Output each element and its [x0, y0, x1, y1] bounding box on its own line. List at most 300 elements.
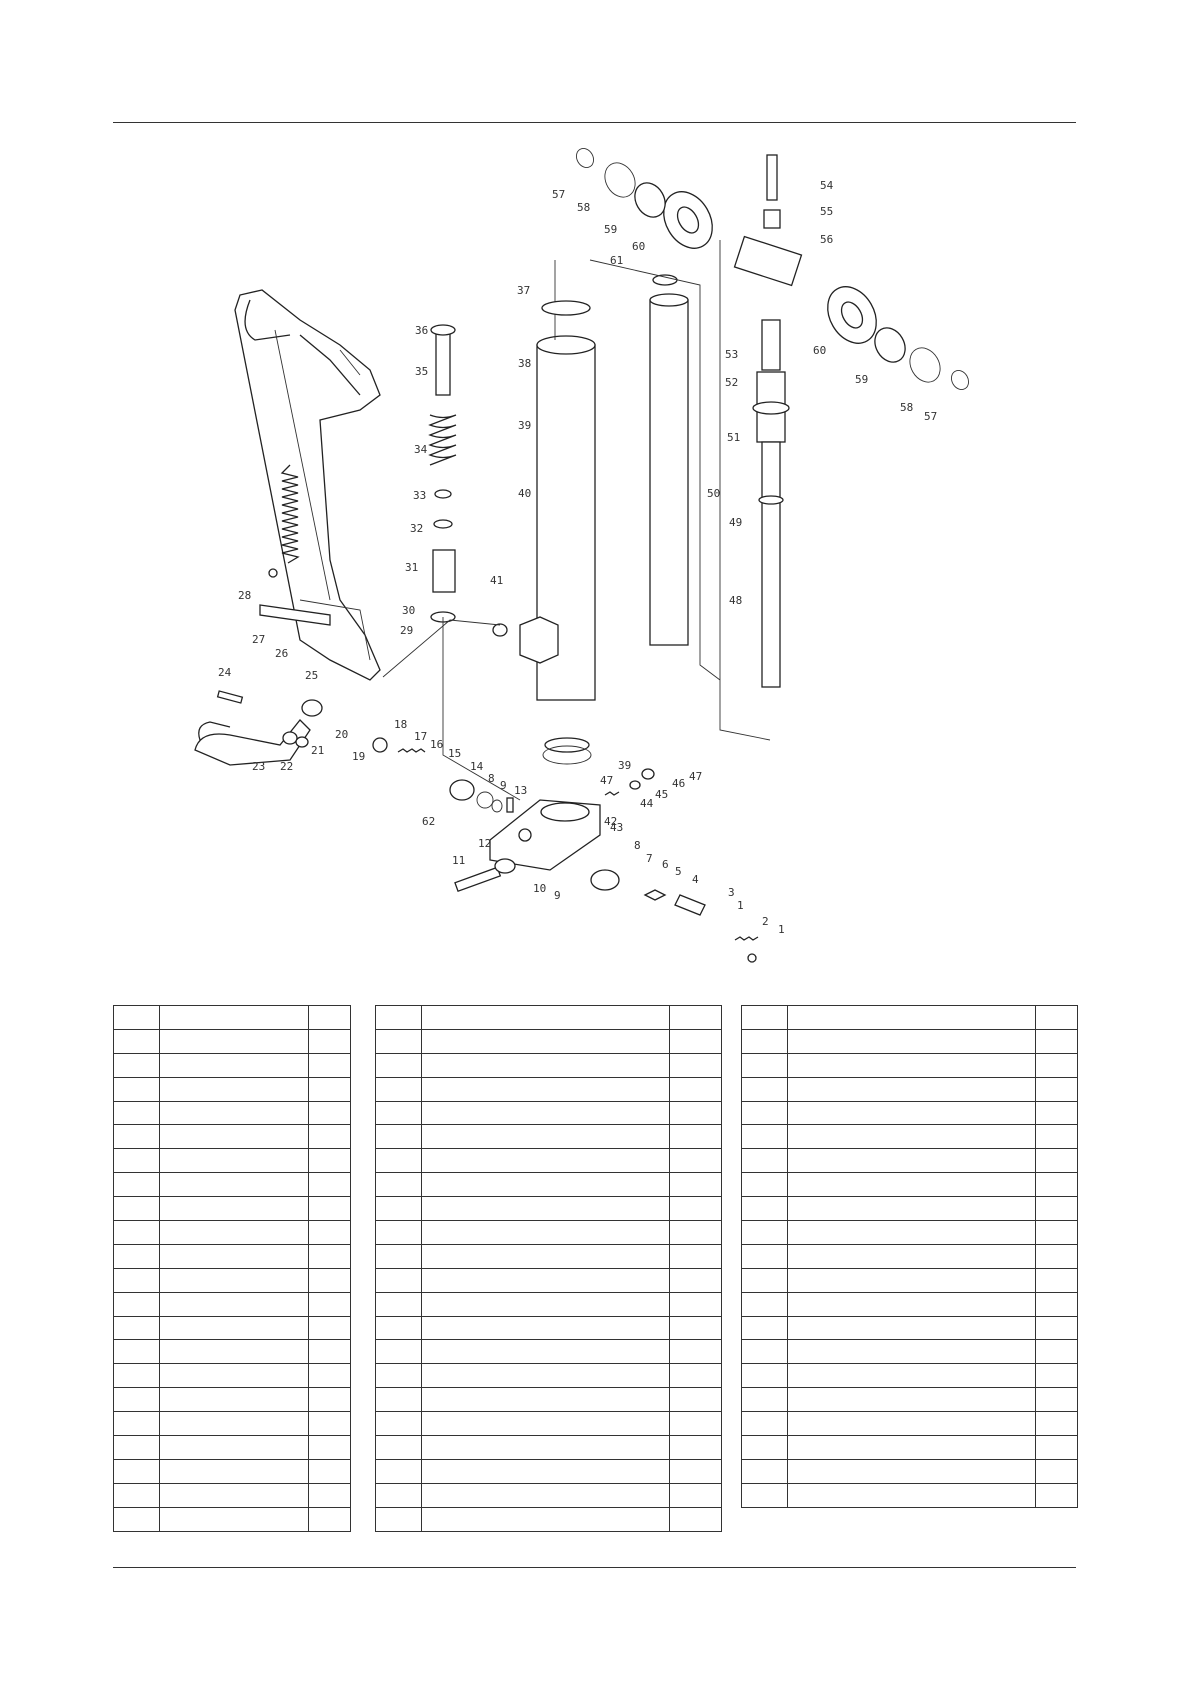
parts-table-1	[113, 1005, 351, 1532]
label-18: 18	[394, 718, 408, 731]
parts-table-3	[741, 1005, 1078, 1508]
qty-cell	[309, 1292, 351, 1316]
part-no-cell	[742, 1149, 788, 1173]
label-46: 46	[672, 777, 686, 790]
table-row	[742, 1483, 1078, 1507]
part-no-cell	[114, 1197, 160, 1221]
part-no-cell	[114, 1029, 160, 1053]
table-row	[114, 1483, 351, 1507]
table-row	[376, 1173, 722, 1197]
table-row	[114, 1459, 351, 1483]
qty-cell	[670, 1244, 722, 1268]
label-9a: 9	[500, 779, 507, 792]
part-no-cell	[376, 1149, 422, 1173]
label-35: 35	[415, 365, 429, 378]
label-23: 23	[252, 760, 266, 773]
part-no-cell	[742, 1483, 788, 1507]
table-row	[114, 1173, 351, 1197]
label-25: 25	[305, 669, 319, 682]
label-29: 29	[400, 624, 414, 637]
table-row	[376, 1412, 722, 1436]
qty-cell	[1036, 1483, 1078, 1507]
label-53: 53	[725, 348, 739, 361]
description-cell	[422, 1244, 670, 1268]
description-cell	[788, 1149, 1036, 1173]
qty-cell	[1036, 1173, 1078, 1197]
label-60b: 60	[813, 344, 827, 357]
part-no-cell	[376, 1292, 422, 1316]
part-no-cell	[742, 1316, 788, 1340]
qty-cell	[670, 1364, 722, 1388]
table-row	[742, 1149, 1078, 1173]
qty-cell	[670, 1029, 722, 1053]
table-row	[742, 1340, 1078, 1364]
description-cell	[422, 1316, 670, 1340]
table-row	[114, 1292, 351, 1316]
part-no-cell	[114, 1364, 160, 1388]
qty-cell	[670, 1388, 722, 1412]
label-52: 52	[725, 376, 739, 389]
label-47b: 47	[600, 774, 614, 787]
table-row	[376, 1483, 722, 1507]
main-cylinder	[520, 260, 595, 700]
table-row	[742, 1388, 1078, 1412]
qty-cell	[670, 1340, 722, 1364]
qty-cell	[670, 1459, 722, 1483]
part-no-cell	[742, 1173, 788, 1197]
label-36: 36	[415, 324, 429, 337]
part-no-cell	[742, 1053, 788, 1077]
part-no-cell	[376, 1340, 422, 1364]
part-no-cell	[376, 1029, 422, 1053]
part-no-cell	[376, 1483, 422, 1507]
part-no-cell	[114, 1268, 160, 1292]
part-no-cell	[376, 1173, 422, 1197]
label-27: 27	[252, 633, 266, 646]
label-44: 44	[640, 797, 654, 810]
label-57a: 57	[552, 188, 566, 201]
label-60a: 60	[632, 240, 646, 253]
part-no-cell	[742, 1340, 788, 1364]
label-37: 37	[517, 284, 531, 297]
table-row	[376, 1125, 722, 1149]
part-no-cell	[376, 1412, 422, 1436]
qty-cell	[670, 1268, 722, 1292]
table-row	[114, 1316, 351, 1340]
part-no-cell	[742, 1221, 788, 1245]
description-cell	[788, 1221, 1036, 1245]
label-31: 31	[405, 561, 419, 574]
qty-cell	[1036, 1388, 1078, 1412]
table-row	[376, 1101, 722, 1125]
table-row	[742, 1221, 1078, 1245]
table-row	[376, 1388, 722, 1412]
label-10: 10	[533, 882, 547, 895]
table-row	[114, 1388, 351, 1412]
part-no-cell	[742, 1292, 788, 1316]
label-57b: 57	[924, 410, 938, 423]
part-no-cell	[376, 1436, 422, 1460]
description-cell	[160, 1173, 309, 1197]
ram	[590, 260, 720, 680]
qty-cell	[309, 1244, 351, 1268]
description-cell	[788, 1292, 1036, 1316]
label-1a: 1	[737, 899, 744, 912]
table-row	[114, 1125, 351, 1149]
label-54: 54	[820, 179, 834, 192]
label-61: 61	[610, 254, 624, 267]
table-row	[742, 1197, 1078, 1221]
part-no-cell	[742, 1029, 788, 1053]
description-cell	[160, 1077, 309, 1101]
part-no-cell	[376, 1268, 422, 1292]
label-50: 50	[707, 487, 721, 500]
description-cell	[422, 1388, 670, 1412]
label-58b: 58	[900, 401, 914, 414]
qty-cell	[309, 1459, 351, 1483]
part-no-cell	[114, 1006, 160, 1030]
part-no-cell	[114, 1292, 160, 1316]
table-row	[114, 1149, 351, 1173]
qty-cell	[670, 1292, 722, 1316]
part-no-cell	[376, 1125, 422, 1149]
description-cell	[788, 1053, 1036, 1077]
label-42: 42	[604, 815, 618, 828]
part-no-cell	[114, 1125, 160, 1149]
part-no-cell	[376, 1053, 422, 1077]
qty-cell	[309, 1388, 351, 1412]
label-16: 16	[430, 738, 444, 751]
label-5: 5	[675, 865, 682, 878]
description-cell	[422, 1221, 670, 1245]
description-cell	[422, 1125, 670, 1149]
description-cell	[422, 1053, 670, 1077]
description-cell	[422, 1507, 670, 1531]
part-no-cell	[114, 1483, 160, 1507]
table-row	[376, 1340, 722, 1364]
qty-cell	[670, 1412, 722, 1436]
qty-cell	[1036, 1101, 1078, 1125]
label-2: 2	[762, 915, 769, 928]
qty-cell	[670, 1483, 722, 1507]
qty-cell	[1036, 1436, 1078, 1460]
label-51: 51	[727, 431, 741, 444]
table-row	[742, 1053, 1078, 1077]
qty-cell	[1036, 1340, 1078, 1364]
label-19: 19	[352, 750, 366, 763]
qty-cell	[309, 1316, 351, 1340]
qty-cell	[670, 1053, 722, 1077]
table-row	[742, 1412, 1078, 1436]
part-no-cell	[114, 1077, 160, 1101]
label-11: 11	[452, 854, 466, 867]
qty-cell	[309, 1412, 351, 1436]
label-62: 62	[422, 815, 436, 828]
description-cell	[160, 1292, 309, 1316]
description-cell	[788, 1006, 1036, 1030]
part-no-cell	[376, 1388, 422, 1412]
table-row	[742, 1292, 1078, 1316]
description-cell	[160, 1149, 309, 1173]
label-45: 45	[655, 788, 669, 801]
label-34: 34	[414, 443, 428, 456]
description-cell	[160, 1412, 309, 1436]
part-no-cell	[376, 1244, 422, 1268]
part-no-cell	[742, 1388, 788, 1412]
table-row	[114, 1268, 351, 1292]
qty-cell	[670, 1436, 722, 1460]
description-cell	[788, 1388, 1036, 1412]
label-7: 7	[646, 852, 653, 865]
description-cell	[160, 1268, 309, 1292]
label-39b: 39	[618, 759, 632, 772]
description-cell	[160, 1029, 309, 1053]
table-row	[742, 1101, 1078, 1125]
label-13: 13	[514, 784, 528, 797]
table-row	[376, 1053, 722, 1077]
qty-cell	[670, 1125, 722, 1149]
part-no-cell	[376, 1077, 422, 1101]
qty-cell	[1036, 1244, 1078, 1268]
part-no-cell	[376, 1316, 422, 1340]
qty-cell	[1036, 1221, 1078, 1245]
description-cell	[422, 1149, 670, 1173]
description-cell	[160, 1053, 309, 1077]
part-no-cell	[742, 1364, 788, 1388]
description-cell	[788, 1268, 1036, 1292]
table-row	[114, 1029, 351, 1053]
description-cell	[788, 1077, 1036, 1101]
label-20: 20	[335, 728, 349, 741]
part-no-cell	[114, 1173, 160, 1197]
table-row	[742, 1173, 1078, 1197]
description-cell	[160, 1388, 309, 1412]
part-no-cell	[114, 1316, 160, 1340]
part-no-cell	[742, 1244, 788, 1268]
description-cell	[160, 1364, 309, 1388]
table-row	[114, 1507, 351, 1531]
part-no-cell	[114, 1507, 160, 1531]
qty-cell	[1036, 1459, 1078, 1483]
qty-cell	[309, 1125, 351, 1149]
part-no-cell	[742, 1459, 788, 1483]
table-row	[376, 1149, 722, 1173]
part-no-cell	[376, 1221, 422, 1245]
table-row	[742, 1125, 1078, 1149]
part-no-cell	[114, 1101, 160, 1125]
description-cell	[422, 1412, 670, 1436]
qty-cell	[309, 1436, 351, 1460]
table-row	[114, 1053, 351, 1077]
description-cell	[422, 1006, 670, 1030]
part-no-cell	[742, 1077, 788, 1101]
description-cell	[160, 1316, 309, 1340]
table-row	[376, 1364, 722, 1388]
label-14: 14	[470, 760, 484, 773]
description-cell	[160, 1244, 309, 1268]
description-cell	[160, 1436, 309, 1460]
label-38: 38	[518, 357, 532, 370]
label-24: 24	[218, 666, 232, 679]
description-cell	[160, 1507, 309, 1531]
description-cell	[788, 1197, 1036, 1221]
label-48: 48	[729, 594, 743, 607]
description-cell	[422, 1101, 670, 1125]
description-cell	[788, 1483, 1036, 1507]
footer-rule	[113, 1567, 1076, 1568]
qty-cell	[309, 1483, 351, 1507]
qty-cell	[309, 1101, 351, 1125]
part-no-cell	[376, 1197, 422, 1221]
part-no-cell	[114, 1459, 160, 1483]
qty-cell	[1036, 1412, 1078, 1436]
table-row	[114, 1006, 351, 1030]
table-row	[376, 1006, 722, 1030]
label-28: 28	[238, 589, 252, 602]
table-row	[376, 1077, 722, 1101]
foot-pedal	[195, 691, 325, 765]
pump-base	[455, 738, 758, 962]
label-43: 43	[610, 821, 624, 834]
label-26: 26	[275, 647, 289, 660]
table-row	[742, 1459, 1078, 1483]
table-row	[742, 1364, 1078, 1388]
label-6: 6	[662, 858, 669, 871]
qty-cell	[309, 1029, 351, 1053]
label-21: 21	[311, 744, 325, 757]
label-59a: 59	[604, 223, 618, 236]
part-no-cell	[376, 1364, 422, 1388]
part-no-cell	[376, 1101, 422, 1125]
description-cell	[788, 1436, 1036, 1460]
qty-cell	[309, 1053, 351, 1077]
part-no-cell	[742, 1125, 788, 1149]
part-no-cell	[114, 1053, 160, 1077]
label-33: 33	[413, 489, 427, 502]
description-cell	[422, 1268, 670, 1292]
description-cell	[788, 1316, 1036, 1340]
part-no-cell	[114, 1412, 160, 1436]
part-no-cell	[742, 1006, 788, 1030]
table-row	[114, 1101, 351, 1125]
qty-cell	[309, 1077, 351, 1101]
description-cell	[788, 1364, 1036, 1388]
description-cell	[160, 1006, 309, 1030]
qty-cell	[309, 1149, 351, 1173]
qty-cell	[670, 1149, 722, 1173]
table-row	[742, 1029, 1078, 1053]
table-row	[376, 1221, 722, 1245]
part-no-cell	[376, 1507, 422, 1531]
table-row	[742, 1316, 1078, 1340]
qty-cell	[309, 1197, 351, 1221]
qty-cell	[309, 1006, 351, 1030]
table-row	[376, 1292, 722, 1316]
table-row	[114, 1436, 351, 1460]
qty-cell	[1036, 1292, 1078, 1316]
table-row	[376, 1197, 722, 1221]
description-cell	[422, 1483, 670, 1507]
part-no-cell	[114, 1436, 160, 1460]
part-no-cell	[376, 1006, 422, 1030]
part-no-cell	[114, 1340, 160, 1364]
label-22: 22	[280, 760, 294, 773]
description-cell	[160, 1459, 309, 1483]
description-cell	[788, 1340, 1036, 1364]
table-row	[376, 1316, 722, 1340]
table-row	[376, 1268, 722, 1292]
qty-cell	[1036, 1149, 1078, 1173]
label-4: 4	[692, 873, 699, 886]
label-55: 55	[820, 205, 834, 218]
label-49: 49	[729, 516, 743, 529]
label-59b: 59	[855, 373, 869, 386]
qty-cell	[1036, 1029, 1078, 1053]
description-cell	[160, 1340, 309, 1364]
qty-cell	[1036, 1077, 1078, 1101]
label-47a: 47	[689, 770, 703, 783]
part-no-cell	[742, 1197, 788, 1221]
description-cell	[160, 1221, 309, 1245]
piston-rod	[720, 240, 789, 740]
qty-cell	[1036, 1125, 1078, 1149]
table-row	[114, 1364, 351, 1388]
description-cell	[788, 1029, 1036, 1053]
description-cell	[422, 1077, 670, 1101]
part-no-cell	[742, 1268, 788, 1292]
qty-cell	[670, 1197, 722, 1221]
label-40: 40	[518, 487, 532, 500]
table-row	[376, 1244, 722, 1268]
pump-piston-stack	[430, 325, 456, 622]
qty-cell	[670, 1173, 722, 1197]
table-row	[742, 1006, 1078, 1030]
description-cell	[160, 1483, 309, 1507]
description-cell	[422, 1340, 670, 1364]
description-cell	[422, 1364, 670, 1388]
table-row	[114, 1412, 351, 1436]
label-12: 12	[478, 837, 492, 850]
qty-cell	[1036, 1197, 1078, 1221]
qty-cell	[309, 1173, 351, 1197]
description-cell	[422, 1197, 670, 1221]
description-cell	[422, 1436, 670, 1460]
description-cell	[788, 1412, 1036, 1436]
table-row	[742, 1077, 1078, 1101]
tension-spring	[269, 465, 298, 577]
description-cell	[160, 1197, 309, 1221]
parts-table-2	[375, 1005, 722, 1532]
part-no-cell	[742, 1101, 788, 1125]
label-8b: 8	[634, 839, 641, 852]
part-no-cell	[114, 1244, 160, 1268]
qty-cell	[1036, 1316, 1078, 1340]
table-row	[114, 1077, 351, 1101]
part-no-cell	[114, 1149, 160, 1173]
label-39: 39	[518, 419, 532, 432]
table-row	[114, 1244, 351, 1268]
description-cell	[422, 1029, 670, 1053]
qty-cell	[309, 1340, 351, 1364]
label-8a: 8	[488, 772, 495, 785]
description-cell	[788, 1459, 1036, 1483]
qty-cell	[309, 1221, 351, 1245]
label-17: 17	[414, 730, 428, 743]
label-41: 41	[490, 574, 504, 587]
qty-cell	[309, 1364, 351, 1388]
description-cell	[788, 1244, 1036, 1268]
qty-cell	[309, 1268, 351, 1292]
